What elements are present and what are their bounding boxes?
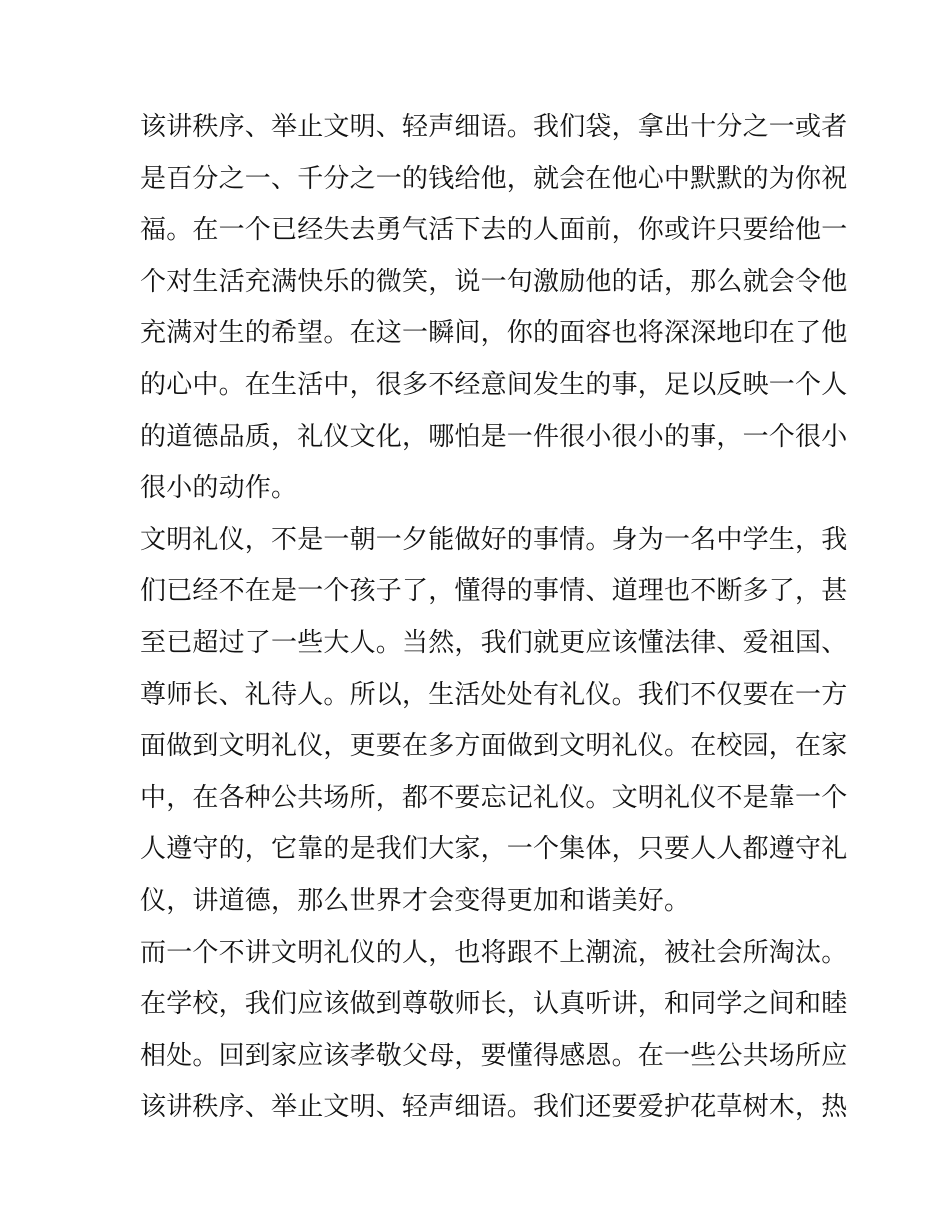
text-line: 个对生活充满快乐的微笑，说一句激励他的话，那么就会令他 xyxy=(140,266,848,297)
text-line: 中，在各种公共场所，都不要忘记礼仪。文明礼仪不是靠一个 xyxy=(140,782,848,813)
paragraph-2 xyxy=(140,515,848,928)
text-line: 该讲秩序、举止文明、轻声细语。我们还要爱护花草树木，热 xyxy=(140,1092,848,1123)
document-body xyxy=(140,102,848,1134)
text-line: 的心中。在生活中，很多不经意间发生的事，足以反映一个人 xyxy=(140,369,848,400)
text-line: 在学校，我们应该做到尊敬师长，认真听讲，和同学之间和睦 xyxy=(140,989,848,1020)
paragraph-3 xyxy=(140,928,848,1134)
text-line: 文明礼仪，不是一朝一夕能做好的事情。身为一名中学生，我 xyxy=(140,524,848,555)
text-line: 尊师长、礼待人。所以，生活处处有礼仪。我们不仅要在一方 xyxy=(140,679,848,710)
text-line: 充满对生的希望。在这一瞬间，你的面容也将深深地印在了他 xyxy=(140,318,848,349)
text-line: 是百分之一、千分之一的钱给他，就会在他心中默默的为你祝 xyxy=(140,163,848,194)
text-line: 福。在一个已经失去勇气活下去的人面前，你或许只要给他一 xyxy=(140,215,848,246)
text-line: 至已超过了一些大人。当然，我们就更应该懂法律、爱祖国、 xyxy=(140,627,848,658)
text-line: 很小的动作。 xyxy=(140,473,298,504)
text-line: 相处。回到家应该孝敬父母，要懂得感恩。在一些公共场所应 xyxy=(140,1040,848,1071)
text-line: 面做到文明礼仪，更要在多方面做到文明礼仪。在校园，在家 xyxy=(140,731,848,762)
text-line: 仪，讲道德，那么世界才会变得更加和谐美好。 xyxy=(140,885,691,916)
text-line: 人遵守的，它靠的是我们大家，一个集体，只要人人都遵守礼 xyxy=(140,834,848,865)
text-line: 们已经不在是一个孩子了，懂得的事情、道理也不断多了，甚 xyxy=(140,576,848,607)
text-line: 而一个不讲文明礼仪的人，也将跟不上潮流，被社会所淘汰。 xyxy=(140,937,848,968)
paragraph-1 xyxy=(140,102,848,515)
text-line: 的道德品质，礼仪文化，哪怕是一件很小很小的事，一个很小 xyxy=(140,421,848,452)
text-line: 该讲秩序、举止文明、轻声细语。我们袋，拿出十分之一或者 xyxy=(140,112,848,142)
